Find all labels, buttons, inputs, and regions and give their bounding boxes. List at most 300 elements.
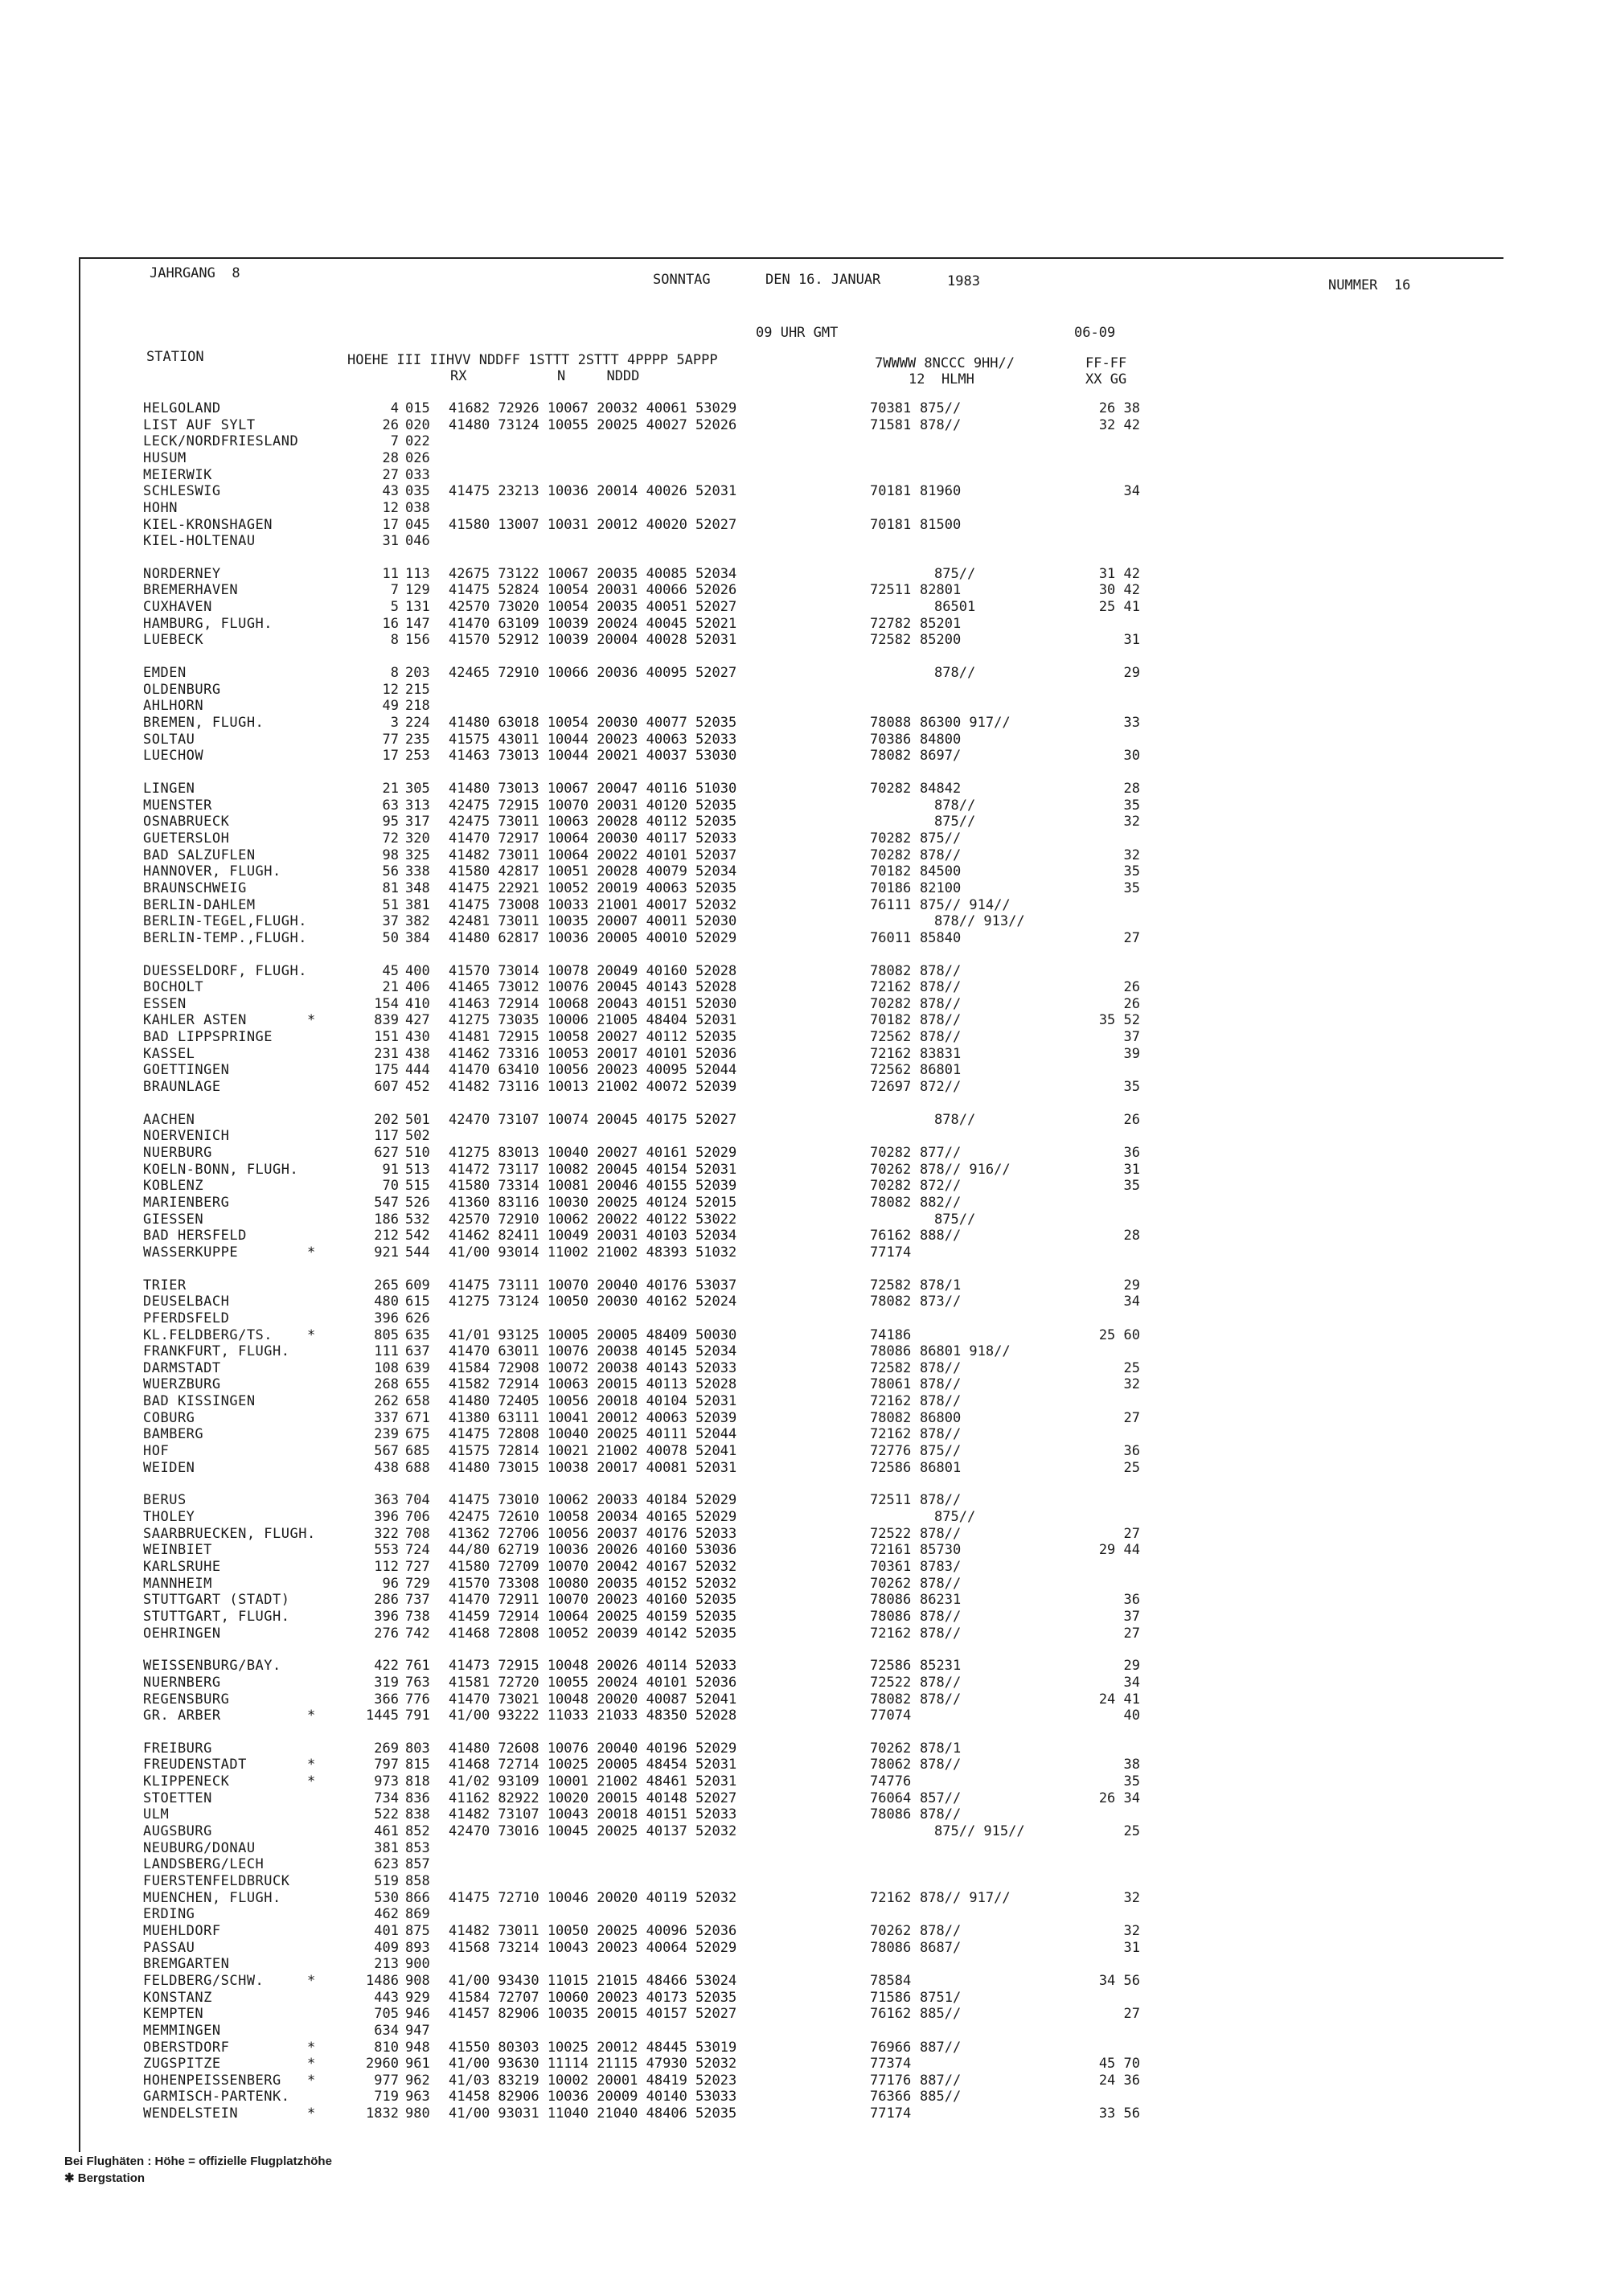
station-index: 961	[405, 2056, 430, 2072]
wind-gust-group: 26 34	[1098, 1790, 1140, 1806]
station-name: OLDENBURG	[143, 682, 221, 698]
wind-gust-group: 30 42	[1098, 582, 1140, 598]
station-height: 21	[382, 979, 399, 995]
weather-group: 78082	[870, 748, 912, 764]
wind-gust-group: 35	[1123, 880, 1140, 896]
cloud-group: 86231	[920, 1592, 962, 1608]
weather-group: 72162	[870, 1626, 912, 1642]
cloud-group: 877//	[920, 1145, 962, 1161]
station-name: HOHENPEISSENBERG	[143, 2073, 281, 2089]
wind-gust-group: 37	[1123, 1029, 1140, 1045]
station-name: STOETTEN	[143, 1790, 212, 1806]
station-index: 203	[405, 665, 430, 681]
weather-group: 78082	[870, 1691, 912, 1708]
mountain-station-marker: *	[307, 1757, 316, 1773]
cloud-group: 82100	[920, 880, 962, 896]
station-index: 526	[405, 1195, 430, 1211]
station-name: GARMISCH-PARTENK.	[143, 2089, 290, 2105]
weather-group: 72522	[870, 1675, 912, 1691]
wind-gust-group: 36	[1123, 1443, 1140, 1459]
station-index: 706	[405, 1509, 430, 1525]
station-index: 045	[405, 517, 430, 533]
cloud-group: 875//	[920, 400, 962, 416]
station-height: 363	[374, 1492, 399, 1508]
cloud-group: 872//	[920, 1079, 962, 1095]
cloud-group: 83831	[920, 1046, 962, 1062]
station-height: 43	[382, 483, 399, 499]
station-height: 63	[382, 797, 399, 814]
station-height: 553	[374, 1542, 399, 1558]
station-index: 444	[405, 1062, 430, 1078]
weather-group: 70282	[870, 830, 912, 847]
station-name: OEHRINGEN	[143, 1626, 221, 1642]
footnote-mountain-station: ✱ Bergstation	[64, 2171, 146, 2185]
wind-gust-group: 26	[1123, 1112, 1140, 1128]
weather-group: 72697	[870, 1079, 912, 1095]
cloud-group: 882//	[920, 1195, 962, 1211]
synop-groups: 41275 83013 10040 20027 40161 52029	[449, 1145, 737, 1161]
station-index: 020	[405, 417, 430, 433]
station-index: 320	[405, 830, 430, 847]
station-name: MANNHEIM	[143, 1576, 212, 1592]
weather-group: 72562	[870, 1029, 912, 1045]
cloud-group: 85201	[920, 616, 962, 632]
wind-gust-group: 40	[1123, 1708, 1140, 1724]
synop-groups: 41468 72714 10025 20005 48454 52031	[449, 1757, 737, 1773]
station-index: 235	[405, 732, 430, 748]
synop-groups: 41463 72914 10068 20043 40151 52030	[449, 996, 737, 1012]
station-height: 27	[382, 467, 399, 483]
weather-group: 76162	[870, 1228, 912, 1244]
weather-group: 72586	[870, 1460, 912, 1476]
cloud-group: 875// 915//	[934, 1823, 1025, 1839]
station-name: MEIERWIK	[143, 467, 212, 483]
station-height: 519	[374, 1873, 399, 1889]
synop-groups: 41468 72808 10052 20039 40142 52035	[449, 1626, 737, 1642]
station-name: BAD LIPPSPRINGE	[143, 1029, 273, 1045]
station-index: 215	[405, 682, 430, 698]
station-name: AHLHORN	[143, 698, 204, 714]
station-index: 609	[405, 1277, 430, 1294]
synop-groups: 41584 72908 10072 20038 40143 52033	[449, 1360, 737, 1376]
weather-group: 70381	[870, 400, 912, 416]
station-index: 410	[405, 996, 430, 1012]
footnote-airports: Bei Flughäten : Höhe = offizielle Flugplatzhöhe	[64, 2155, 332, 2168]
station-name: FRANKFURT, FLUGH.	[143, 1343, 290, 1359]
wind-gust-group: 26 38	[1098, 400, 1140, 416]
station-name: BERLIN-TEMP.,FLUGH.	[143, 930, 307, 946]
synop-groups: 41/00 93014 11002 21002 48393 51032	[449, 1244, 737, 1261]
station-height: 108	[374, 1360, 399, 1376]
station-name: NOERVENICH	[143, 1128, 230, 1144]
station-index: 875	[405, 1923, 430, 1939]
station-index: 038	[405, 500, 430, 516]
weather-group: 78086	[870, 1592, 912, 1608]
station-height: 213	[374, 1956, 399, 1972]
cloud-group: 85231	[920, 1658, 962, 1674]
station-height: 719	[374, 2089, 399, 2105]
station-index: 729	[405, 1576, 430, 1592]
station-name: KIEL-HOLTENAU	[143, 533, 256, 549]
synop-groups: 41475 72710 10046 20020 40119 52032	[449, 1890, 737, 1906]
weather-group: 78082	[870, 1410, 912, 1426]
station-name: FREIBURG	[143, 1740, 212, 1757]
synop-groups: 41580 13007 10031 20012 40020 52027	[449, 517, 737, 533]
synop-groups: 41682 72926 10067 20032 40061 53029	[449, 400, 737, 416]
synop-groups: 41580 72709 10070 20042 40167 52032	[449, 1559, 737, 1575]
weather-group: 77074	[870, 1708, 912, 1724]
cloud-group: 875//	[934, 1509, 976, 1525]
station-index: 639	[405, 1360, 430, 1376]
station-name: WEISSENBURG/BAY.	[143, 1658, 281, 1674]
station-name: TRIER	[143, 1277, 187, 1294]
synop-groups: 41465 73012 10076 20045 40143 52028	[449, 979, 737, 995]
weather-group: 70361	[870, 1559, 912, 1575]
station-name: STUTTGART, FLUGH.	[143, 1609, 290, 1625]
synop-groups: 41/00 93031 11040 21040 48406 52035	[449, 2105, 737, 2122]
station-name: GUETERSLOH	[143, 830, 230, 847]
station-index: 836	[405, 1790, 430, 1806]
station-index: 035	[405, 483, 430, 499]
synop-groups: 41/02 93109 10001 21002 48461 52031	[449, 1773, 737, 1790]
observation-time: 09 UHR GMT	[756, 325, 839, 341]
station-height: 401	[374, 1923, 399, 1939]
station-name: SAARBRUECKEN, FLUGH.	[143, 1526, 316, 1542]
cloud-group: 878//	[920, 1012, 962, 1028]
station-name: GR. ARBER	[143, 1708, 221, 1724]
station-name: KOBLENZ	[143, 1178, 204, 1194]
station-height: 547	[374, 1195, 399, 1211]
station-index: 708	[405, 1526, 430, 1542]
station-name: HELGOLAND	[143, 400, 221, 416]
station-name: BAMBERG	[143, 1426, 204, 1442]
station-name: WUERZBURG	[143, 1376, 221, 1392]
station-index: 857	[405, 1856, 430, 1872]
station-height: 322	[374, 1526, 399, 1542]
cloud-group: 878//	[920, 1360, 962, 1376]
station-index: 763	[405, 1675, 430, 1691]
station-name: FREUDENSTADT	[143, 1757, 247, 1773]
jahrgang: JAHRGANG 8	[150, 265, 240, 281]
cloud-group: 86801 918//	[920, 1343, 1011, 1359]
synop-groups: 41462 82411 10049 20031 40103 52034	[449, 1228, 737, 1244]
weather-group: 78061	[870, 1376, 912, 1392]
synop-groups: 41475 52824 10054 20031 40066 52026	[449, 582, 737, 598]
weather-group: 72562	[870, 1062, 912, 1078]
synop-groups: 41570 73014 10078 20049 40160 52028	[449, 963, 737, 979]
mountain-station-marker: *	[307, 1773, 316, 1790]
wind-gust-group: 29	[1123, 1658, 1140, 1674]
station-index: 325	[405, 847, 430, 863]
synop-groups: 41463 73013 10044 20021 40037 53030	[449, 748, 737, 764]
synop-groups: 41570 73308 10080 20035 40152 52032	[449, 1576, 737, 1592]
station-height: 973	[374, 1773, 399, 1790]
weather-group: 72162	[870, 1426, 912, 1442]
station-index: 400	[405, 963, 430, 979]
observation-time-range: 06-09	[1074, 325, 1116, 341]
station-index: 427	[405, 1012, 430, 1028]
cloud-group: 878// 917//	[920, 1890, 1011, 1906]
station-height: 117	[374, 1128, 399, 1144]
wind-gust-group: 32	[1123, 1376, 1140, 1392]
mountain-station-marker: *	[307, 1708, 316, 1724]
mountain-station-marker: *	[307, 1973, 316, 1989]
cloud-group: 8751/	[920, 1990, 962, 2006]
mountain-station-marker: *	[307, 2056, 316, 2072]
station-name: SOLTAU	[143, 732, 195, 748]
cloud-group: 878//	[920, 1626, 962, 1642]
wind-gust-group: 31	[1123, 1162, 1140, 1178]
weather-group: 78086	[870, 1343, 912, 1359]
station-height: 1832	[366, 2105, 399, 2122]
weather-group: 76162	[870, 2006, 912, 2022]
cloud-group: 878//	[920, 963, 962, 979]
station-name: BAD HERSFELD	[143, 1228, 247, 1244]
station-name: DUESSELDORF, FLUGH.	[143, 963, 307, 979]
station-name: COBURG	[143, 1410, 195, 1426]
station-index: 626	[405, 1310, 430, 1326]
station-index: 815	[405, 1757, 430, 1773]
station-height: 276	[374, 1626, 399, 1642]
column-group2-sub: 12 HLMH	[909, 371, 974, 387]
weather-group: 70181	[870, 517, 912, 533]
cloud-group: 878//	[920, 1029, 962, 1045]
station-index: 026	[405, 450, 430, 466]
cloud-group: 878//	[934, 665, 976, 681]
cloud-group: 875//	[934, 1212, 976, 1228]
station-index: 742	[405, 1626, 430, 1642]
weather-group: 78088	[870, 715, 912, 731]
mountain-station-marker: *	[307, 1244, 316, 1261]
synop-groups: 41/00 93430 11015 21015 48466 53024	[449, 1973, 737, 1989]
station-index: 685	[405, 1443, 430, 1459]
weather-group: 76366	[870, 2089, 912, 2105]
station-index: 615	[405, 1294, 430, 1310]
station-name: BOCHOLT	[143, 979, 204, 995]
weather-group: 70282	[870, 1178, 912, 1194]
wind-gust-group: 35	[1123, 797, 1140, 814]
synop-groups: 41/01 93125 10005 20005 48409 50030	[449, 1327, 737, 1343]
station-height: 977	[374, 2073, 399, 2089]
station-name: KOELN-BONN, FLUGH.	[143, 1162, 299, 1178]
synop-groups: 41481 72915 10058 20027 40112 52035	[449, 1029, 737, 1045]
station-index: 253	[405, 748, 430, 764]
synop-groups: 41480 63018 10054 20030 40077 52035	[449, 715, 737, 731]
column-group1-sub: RX N NDDD	[450, 368, 640, 384]
wind-gust-group: 25	[1123, 1823, 1140, 1839]
station-height: 12	[382, 682, 399, 698]
weather-group: 72162	[870, 1046, 912, 1062]
station-height: 37	[382, 913, 399, 929]
cloud-group: 878//	[920, 847, 962, 863]
cloud-group: 878//	[920, 1691, 962, 1708]
station-name: NORDERNEY	[143, 566, 221, 582]
weather-group: 72162	[870, 1393, 912, 1409]
station-name: LANDSBERG/LECH	[143, 1856, 265, 1872]
station-index: 438	[405, 1046, 430, 1062]
station-name: HAMBURG, FLUGH.	[143, 616, 273, 632]
station-name: CUXHAVEN	[143, 599, 212, 615]
station-height: 8	[390, 632, 399, 648]
station-height: 4	[390, 400, 399, 416]
synop-groups: 41275 73124 10050 20030 40162 52024	[449, 1294, 737, 1310]
weather-group: 72162	[870, 1890, 912, 1906]
wind-gust-group: 27	[1123, 1626, 1140, 1642]
cloud-group: 86300 917//	[920, 715, 1011, 731]
wind-gust-group: 25	[1123, 1360, 1140, 1376]
cloud-group: 878//	[920, 1492, 962, 1508]
wind-gust-group: 32	[1123, 847, 1140, 863]
station-height: 396	[374, 1509, 399, 1525]
station-height: 77	[382, 732, 399, 748]
station-height: 98	[382, 847, 399, 863]
weather-group: 77374	[870, 2056, 912, 2072]
station-height: 81	[382, 880, 399, 896]
station-height: 634	[374, 2023, 399, 2039]
cloud-group: 887//	[920, 2040, 962, 2056]
synop-groups: 41458 82906 10036 20009 40140 53033	[449, 2089, 737, 2105]
synop-groups: 42470 73016 10045 20025 40137 52032	[449, 1823, 737, 1839]
station-height: 443	[374, 1990, 399, 2006]
station-index: 761	[405, 1658, 430, 1674]
station-index: 384	[405, 930, 430, 946]
synop-groups: 41550 80303 10025 20012 48445 53019	[449, 2040, 737, 2056]
synop-groups: 41360 83116 10030 20025 40124 52015	[449, 1195, 737, 1211]
station-height: 45	[382, 963, 399, 979]
station-index: 866	[405, 1890, 430, 1906]
station-name: DEUSELBACH	[143, 1294, 230, 1310]
station-index: 305	[405, 781, 430, 797]
station-index: 317	[405, 814, 430, 830]
station-name: GOETTINGEN	[143, 1062, 230, 1078]
station-name: HOF	[143, 1443, 170, 1459]
wind-gust-group: 26	[1123, 979, 1140, 995]
cloud-group: 875// 914//	[920, 897, 1011, 913]
synop-groups: 41/03 83219 10002 20001 48419 52023	[449, 2073, 737, 2089]
station-index: 908	[405, 1973, 430, 1989]
cloud-group: 82801	[920, 582, 962, 598]
weather-group: 70262	[870, 1923, 912, 1939]
synop-groups: 41475 72808 10040 20025 40111 52044	[449, 1426, 737, 1442]
wind-gust-group: 45 70	[1098, 2056, 1140, 2072]
station-name: SCHLESWIG	[143, 483, 221, 499]
station-height: 462	[374, 1906, 399, 1922]
station-index: 532	[405, 1212, 430, 1228]
synop-groups: 41472 73117 10082 20045 40154 52031	[449, 1162, 737, 1178]
synop-groups: 42570 72910 10062 20022 40122 53022	[449, 1212, 737, 1228]
station-index: 658	[405, 1393, 430, 1409]
wind-gust-group: 35	[1123, 1178, 1140, 1194]
weather-group: 70282	[870, 1145, 912, 1161]
wind-gust-group: 36	[1123, 1145, 1140, 1161]
station-index: 501	[405, 1112, 430, 1128]
cloud-group: 885//	[920, 2006, 962, 2022]
column-group2: 7WWWW 8NCCC 9HH//	[875, 355, 1015, 371]
mountain-station-marker: *	[307, 2040, 316, 2056]
station-name: PASSAU	[143, 1940, 195, 1956]
station-name: BAD KISSINGEN	[143, 1393, 256, 1409]
station-index: 635	[405, 1327, 430, 1343]
synop-groups: 42475 73011 10063 20028 40112 52035	[449, 814, 737, 830]
wind-gust-group: 35 52	[1098, 1012, 1140, 1028]
cloud-group: 875//	[934, 814, 976, 830]
station-name: LECK/NORDFRIESLAND	[143, 433, 299, 449]
synop-groups: 41480 62817 10036 20005 40010 52029	[449, 930, 737, 946]
weather-group: 72582	[870, 632, 912, 648]
station-height: 202	[374, 1112, 399, 1128]
station-index: 313	[405, 797, 430, 814]
cloud-group: 86800	[920, 1410, 962, 1426]
synop-groups: 41480 73015 10038 20017 40081 52031	[449, 1460, 737, 1476]
station-height: 175	[374, 1062, 399, 1078]
wind-gust-group: 34	[1123, 483, 1140, 499]
station-height: 21	[382, 781, 399, 797]
cloud-group: 878//	[920, 1393, 962, 1409]
station-name: STUTTGART (STADT)	[143, 1592, 290, 1608]
mountain-station-marker: *	[307, 2105, 316, 2122]
station-name: AACHEN	[143, 1112, 195, 1128]
cloud-group: 85200	[920, 632, 962, 648]
station-name: BERLIN-TEGEL,FLUGH.	[143, 913, 307, 929]
date: DEN 16. JANUAR	[765, 272, 881, 288]
weather-group: 71581	[870, 417, 912, 433]
synop-groups: 41580 42817 10051 20028 40079 52034	[449, 863, 737, 879]
synop-groups: 42475 72610 10058 20034 40165 52029	[449, 1509, 737, 1525]
station-name: OBERSTDORF	[143, 2040, 230, 2056]
station-name: WENDELSTEIN	[143, 2105, 239, 2122]
weather-group: 74186	[870, 1327, 912, 1343]
station-index: 838	[405, 1806, 430, 1822]
wind-gust-group: 32	[1123, 814, 1140, 830]
station-height: 50	[382, 930, 399, 946]
synop-groups: 41470 72911 10070 20023 40160 52035	[449, 1592, 737, 1608]
weather-group: 72776	[870, 1443, 912, 1459]
mountain-station-marker: *	[307, 1012, 316, 1028]
station-height: 268	[374, 1376, 399, 1392]
column-station: STATION	[146, 349, 204, 365]
wind-gust-group: 27	[1123, 1526, 1140, 1542]
station-height: 186	[374, 1212, 399, 1228]
cloud-group: 86801	[920, 1460, 962, 1476]
station-name: BRAUNSCHWEIG	[143, 880, 247, 896]
cloud-group: 84800	[920, 732, 962, 748]
station-height: 839	[374, 1012, 399, 1028]
station-height: 49	[382, 698, 399, 714]
wind-gust-group: 28	[1123, 781, 1140, 797]
wind-gust-group: 35	[1123, 1773, 1140, 1790]
weather-group: 72511	[870, 582, 912, 598]
station-name: WEINBIET	[143, 1542, 212, 1558]
station-index: 129	[405, 582, 430, 598]
wind-gust-group: 37	[1123, 1609, 1140, 1625]
station-name: BREMERHAVEN	[143, 582, 239, 598]
column-group3: FF-FF	[1085, 355, 1127, 371]
page-frame	[79, 257, 1503, 2152]
station-index: 218	[405, 698, 430, 714]
synop-groups: 41473 72915 10048 20026 40114 52033	[449, 1658, 737, 1674]
station-name: THOLEY	[143, 1509, 195, 1525]
synop-groups: 42675 73122 10067 20035 40085 52034	[449, 566, 737, 582]
station-index: 033	[405, 467, 430, 483]
station-name: MUENSTER	[143, 797, 212, 814]
station-height: 231	[374, 1046, 399, 1062]
station-height: 438	[374, 1460, 399, 1476]
weather-group: 72161	[870, 1542, 912, 1558]
cloud-group: 878//	[934, 1112, 976, 1128]
station-index: 776	[405, 1691, 430, 1708]
synop-groups: 41482 73011 10050 20025 40096 52036	[449, 1923, 737, 1939]
synop-groups: 41/00 93630 11114 21115 47930 52032	[449, 2056, 737, 2072]
